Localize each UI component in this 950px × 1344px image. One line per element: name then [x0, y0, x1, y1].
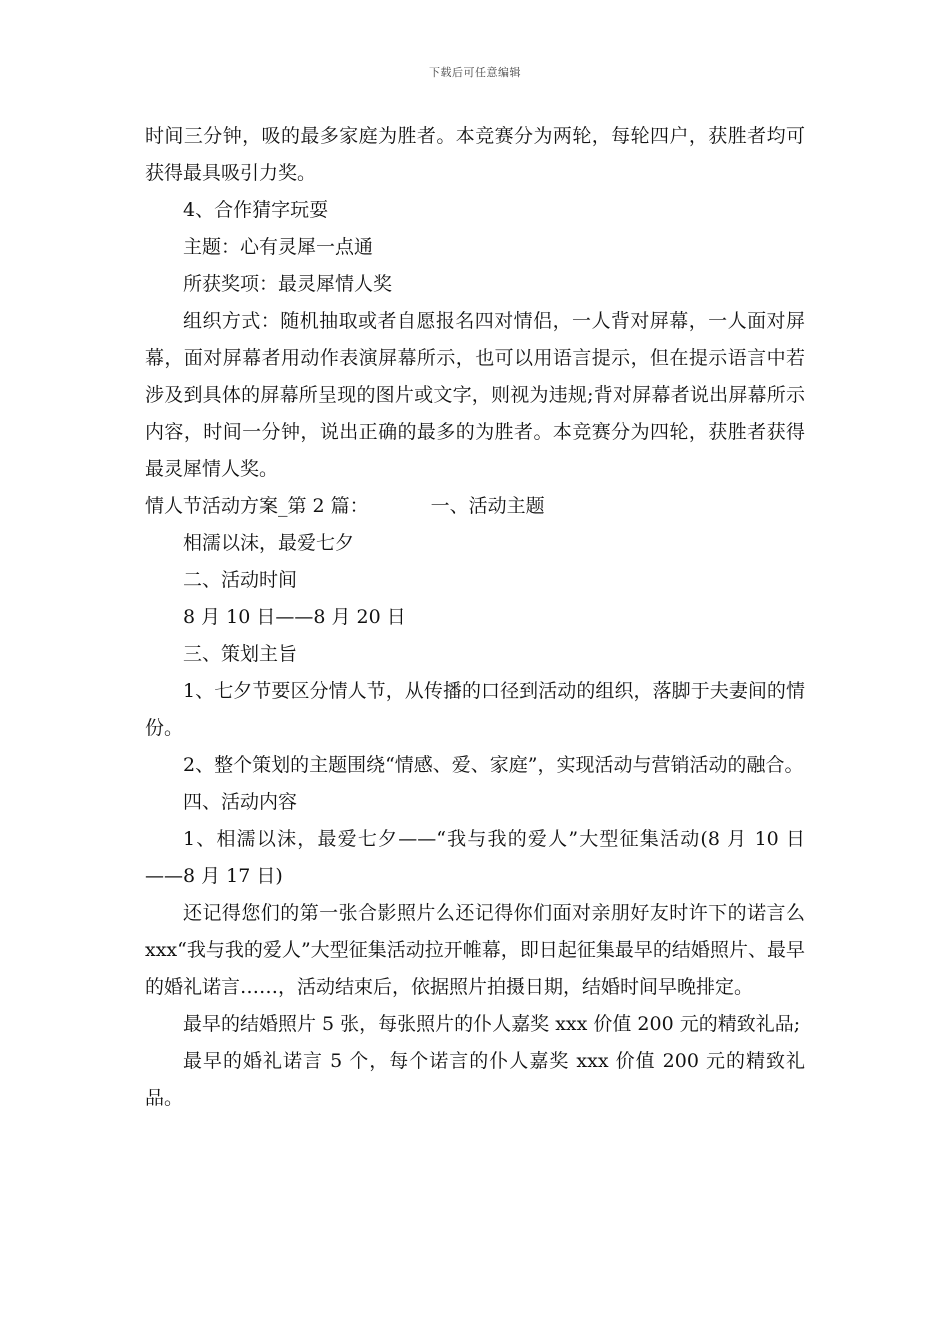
paragraph: 1、相濡以沫，最爱七夕——“我与我的爱人”大型征集活动(8 月 10 日——8 月 17 日): [145, 828, 805, 887]
paragraph: 最早的婚礼诺言 5 个，每个诺言的仆人嘉奖 xxx 价值 200 元的精致礼品。: [145, 1050, 805, 1109]
paragraph: 还记得您们的第一张合影照片么还记得你们面对亲朋好友时许下的诺言么 xxx“我与我的爱人”大型征集活动拉开帷幕，即日起征集最早的结婚照片、最早的婚礼诺言……，活动结束后，依据照片拍摄日期，结婚时间早晚排定。: [145, 902, 805, 998]
paragraph: 1、七夕节要区分情人节，从传播的口径到活动的组织，落脚于夫妻间的情份。: [145, 680, 805, 739]
page-header: 下载后可任意编辑: [429, 66, 521, 79]
paragraph: 2、整个策划的主题围绕“情感、爱、家庭”，实现活动与营销活动的融合。: [183, 754, 804, 776]
section-title-right: 一、活动主题: [430, 495, 545, 517]
paragraph: 组织方式：随机抽取或者自愿报名四对情侣，一人背对屏幕，一人面对屏幕，面对屏幕者用动作表演屏幕所示，也可以用语言提示，但在提示语言中若涉及到具体的屏幕所呈现的图片或文字，则视为违规;背对屏幕者说出屏幕所示内容，时间一分钟，说出正确的最多的为胜者。本竞赛分为四轮，获胜者获得最灵犀情人奖。: [145, 310, 805, 480]
paragraph: 主题：心有灵犀一点通: [183, 236, 374, 258]
paragraph: 相濡以沫，最爱七夕: [183, 532, 355, 554]
document-body: [145, 118, 805, 1117]
paragraph: 四、活动内容: [183, 791, 298, 813]
paragraph: 所获奖项：最灵犀情人奖: [183, 273, 393, 295]
paragraph: 三、策划主旨: [183, 643, 298, 665]
paragraph: 时间三分钟，吸的最多家庭为胜者。本竞赛分为两轮，每轮四户，获胜者均可获得最具吸引力奖。: [145, 125, 805, 184]
paragraph: 4、合作猜字玩耍: [183, 199, 329, 221]
section-title-left: 情人节活动方案_第 2 篇：: [145, 495, 369, 517]
paragraph: 8 月 10 日——8 月 20 日: [183, 606, 406, 628]
paragraph: 最早的结婚照片 5 张，每张照片的仆人嘉奖 xxx 价值 200 元的精致礼品;: [183, 1013, 801, 1035]
paragraph: 二、活动时间: [183, 569, 298, 591]
section-title: [145, 488, 805, 525]
